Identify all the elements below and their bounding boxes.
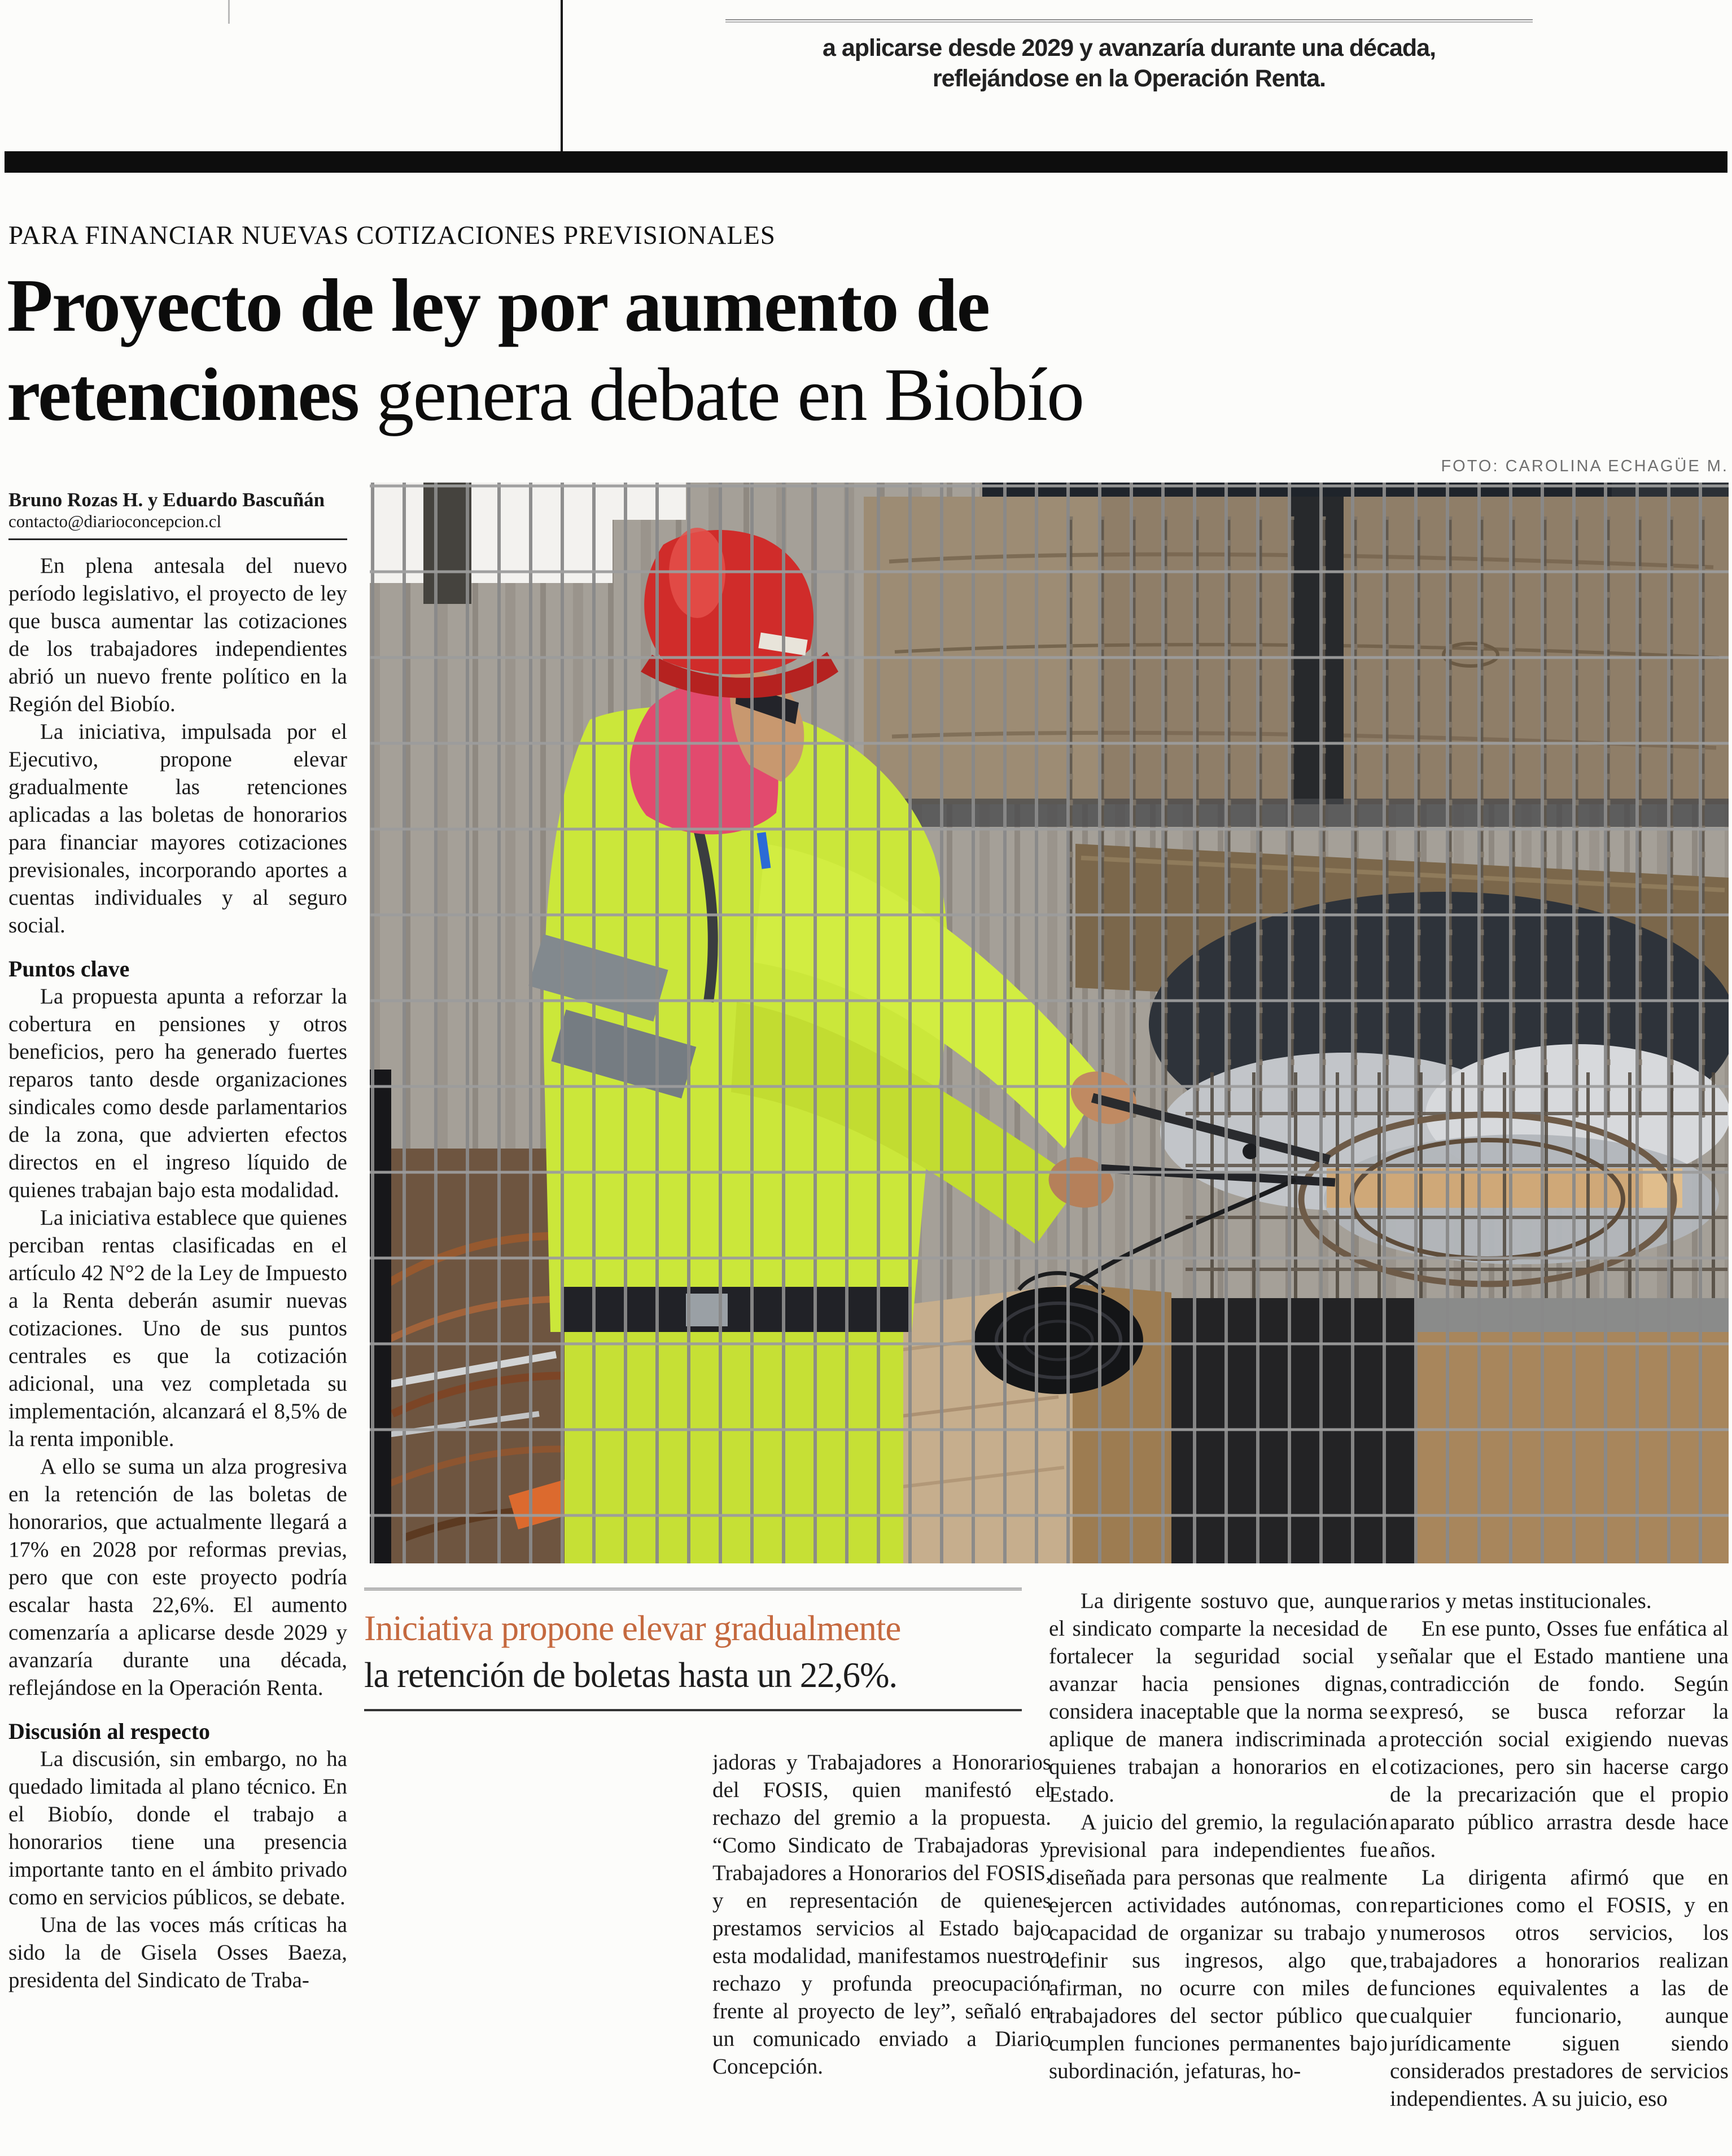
photo-credit: FOTO: CAROLINA ECHAGÜE M. xyxy=(1441,457,1729,475)
headline-line1-bold: Proyecto de ley por aumento de xyxy=(7,264,990,347)
kicker: PARA FINANCIAR NUEVAS COTIZACIONES PREVISIONALES xyxy=(8,221,776,250)
body-paragraph: La discusión, sin embargo, no ha quedado limitada al plano técnico. En el Biobío, donde el trabajo a honorarios tiene una presencia importante tanto en el ámbito privado como en servicios públicos, se debate. xyxy=(8,1747,347,1909)
top-teaser-line1: a aplicarse desde 2029 y avanzaría durante una década, xyxy=(822,34,1436,62)
body-column-1 xyxy=(8,552,347,2132)
top-column-divider xyxy=(561,0,563,151)
body-paragraph: A ello se suma un alza progresiva en la retención de las boletas de honorarios, que actualmente llegará a 17% en 2028 por reformas previas, pero que con este proyecto podría escalar hasta 22,6%. El aumento comenzaría a aplicarse desde 2029 y avanzaría durante una década, reflejándose en la Operación Renta. xyxy=(8,1454,347,1700)
headline-line2-bold: retenciones xyxy=(7,353,359,436)
pullquote-rule-bottom xyxy=(364,1709,1022,1711)
body-column-4 xyxy=(1390,1587,1729,2138)
body-paragraph: A juicio del gremio, la regulación previsional para independientes fue diseñada para personas que realmente ejercen actividades autónomas, con capacidad de organizar su trabajo y definir sus ingresos, algo que, afirman, no ocurre con miles de trabajadores del sector público que cumplen funciones permanentes bajo subordinación, jefaturas, ho- xyxy=(1049,1810,1388,2083)
section-heading: Discusión al respecto xyxy=(8,1719,211,1744)
page-edge-mark xyxy=(228,0,230,24)
top-teaser-line2: reflejándose en la Operación Renta. xyxy=(932,65,1326,92)
body-paragraph: jadoras y Trabajadores a Honorarios del FOSIS, quien manifestó el rechazo del gremio a la propuesta. “Como Sindicato de Trabajadoras y Trabajadores a Honorarios del FOSIS, y en representación de quienes prestamos servicios al Estado bajo esta modalidad, manifestamos nuestro rechazo y profunda preocupación frente al proyecto de ley”, señaló en un comunicado enviado a Diario Concepción. xyxy=(712,1750,1051,2079)
body-paragraph: rarios y metas institucionales. xyxy=(1390,1589,1652,1613)
body-paragraph: En ese punto, Osses fue enfática al señalar que el Estado mantiene una contradicción de fondo. Según expresó, se busca reforzar la protección social exigiendo nuevas cotizaciones, pero sin hacerse cargo de la precarización que el propio aparato público arrastra desde hace años. xyxy=(1390,1616,1729,1862)
section-heading: Puntos clave xyxy=(8,956,130,981)
wire-fence xyxy=(370,483,1729,1563)
body-paragraph: En plena antesala del nuevo período legislativo, el proyecto de ley que busca aumentar las cotizaciones de los trabajadores independientes abrió un nuevo frente político en la Región del Biobío. xyxy=(8,554,347,716)
pullquote-line1: Iniciativa propone elevar gradualmente xyxy=(364,1609,901,1648)
body-paragraph: La iniciativa establece que quienes perciban rentas clasificadas en el artículo 42 N°2 de la Ley de Impuesto a la Renta deberán asumir nuevas cotizaciones. Uno de sus puntos centrales es que la cotización adicional, una vez completada su implementación, alcanzará el 8,5% de la renta imponible. xyxy=(8,1206,347,1451)
byline-authors: Bruno Rozas H. y Eduardo Bascuñán xyxy=(8,489,325,511)
headline xyxy=(7,261,1706,439)
top-teaser-text xyxy=(697,33,1561,94)
section-divider-bar xyxy=(5,151,1727,173)
pullquote-line2: la retención de boletas hasta un 22,6%. xyxy=(364,1655,898,1695)
article-photo xyxy=(370,483,1729,1563)
body-paragraph: La propuesta apunta a reforzar la cobertura en pensiones y otros beneficios, pero ha generado fuertes reparos tanto desde organizaciones sindicales como desde parlamentarios de la zona, que advierten efectos directos en el ingreso líquido de quienes trabajan bajo esta modalidad. xyxy=(8,984,347,1202)
body-paragraph: La iniciativa, impulsada por el Ejecutivo, propone elevar gradualmente las retenciones aplicadas a las boletas de honorarios para financiar mayores cotizaciones previsionales, incorporando aportes a cuentas individuales y al seguro social. xyxy=(8,720,347,937)
pullquote xyxy=(364,1588,1022,1711)
body-column-3 xyxy=(1049,1587,1388,2138)
headline-line2-regular: genera debate en Biobío xyxy=(358,353,1084,436)
teaser-rule xyxy=(725,19,1533,23)
body-column-2 xyxy=(712,1749,1051,2138)
byline-email: contacto@diarioconcepcion.cl xyxy=(8,511,222,531)
body-paragraph: Una de las voces más críticas ha sido la de Gisela Osses Baeza, presidenta del Sindicato de Traba- xyxy=(8,1913,347,1992)
body-paragraph: La dirigente sostuvo que, aunque el sindicato comparte la necesidad de fortalecer la seguridad social y avanzar hacia pensiones dignas, considera inaceptable que la norma se aplique de manera indiscriminada a quienes trabajan a honorarios en el Estado. xyxy=(1049,1589,1388,1807)
byline-rule xyxy=(8,538,347,540)
body-paragraph: La dirigenta afirmó que en reparticiones como el FOSIS, y en numerosos otros servicios, los trabajadores a honorarios realizan funciones equivalentes a las de cualquier funcionario, aunque jurídicamente siguen siendo considerados prestadores de servicios independientes. A su juicio, eso xyxy=(1390,1865,1729,2111)
byline xyxy=(8,489,347,540)
